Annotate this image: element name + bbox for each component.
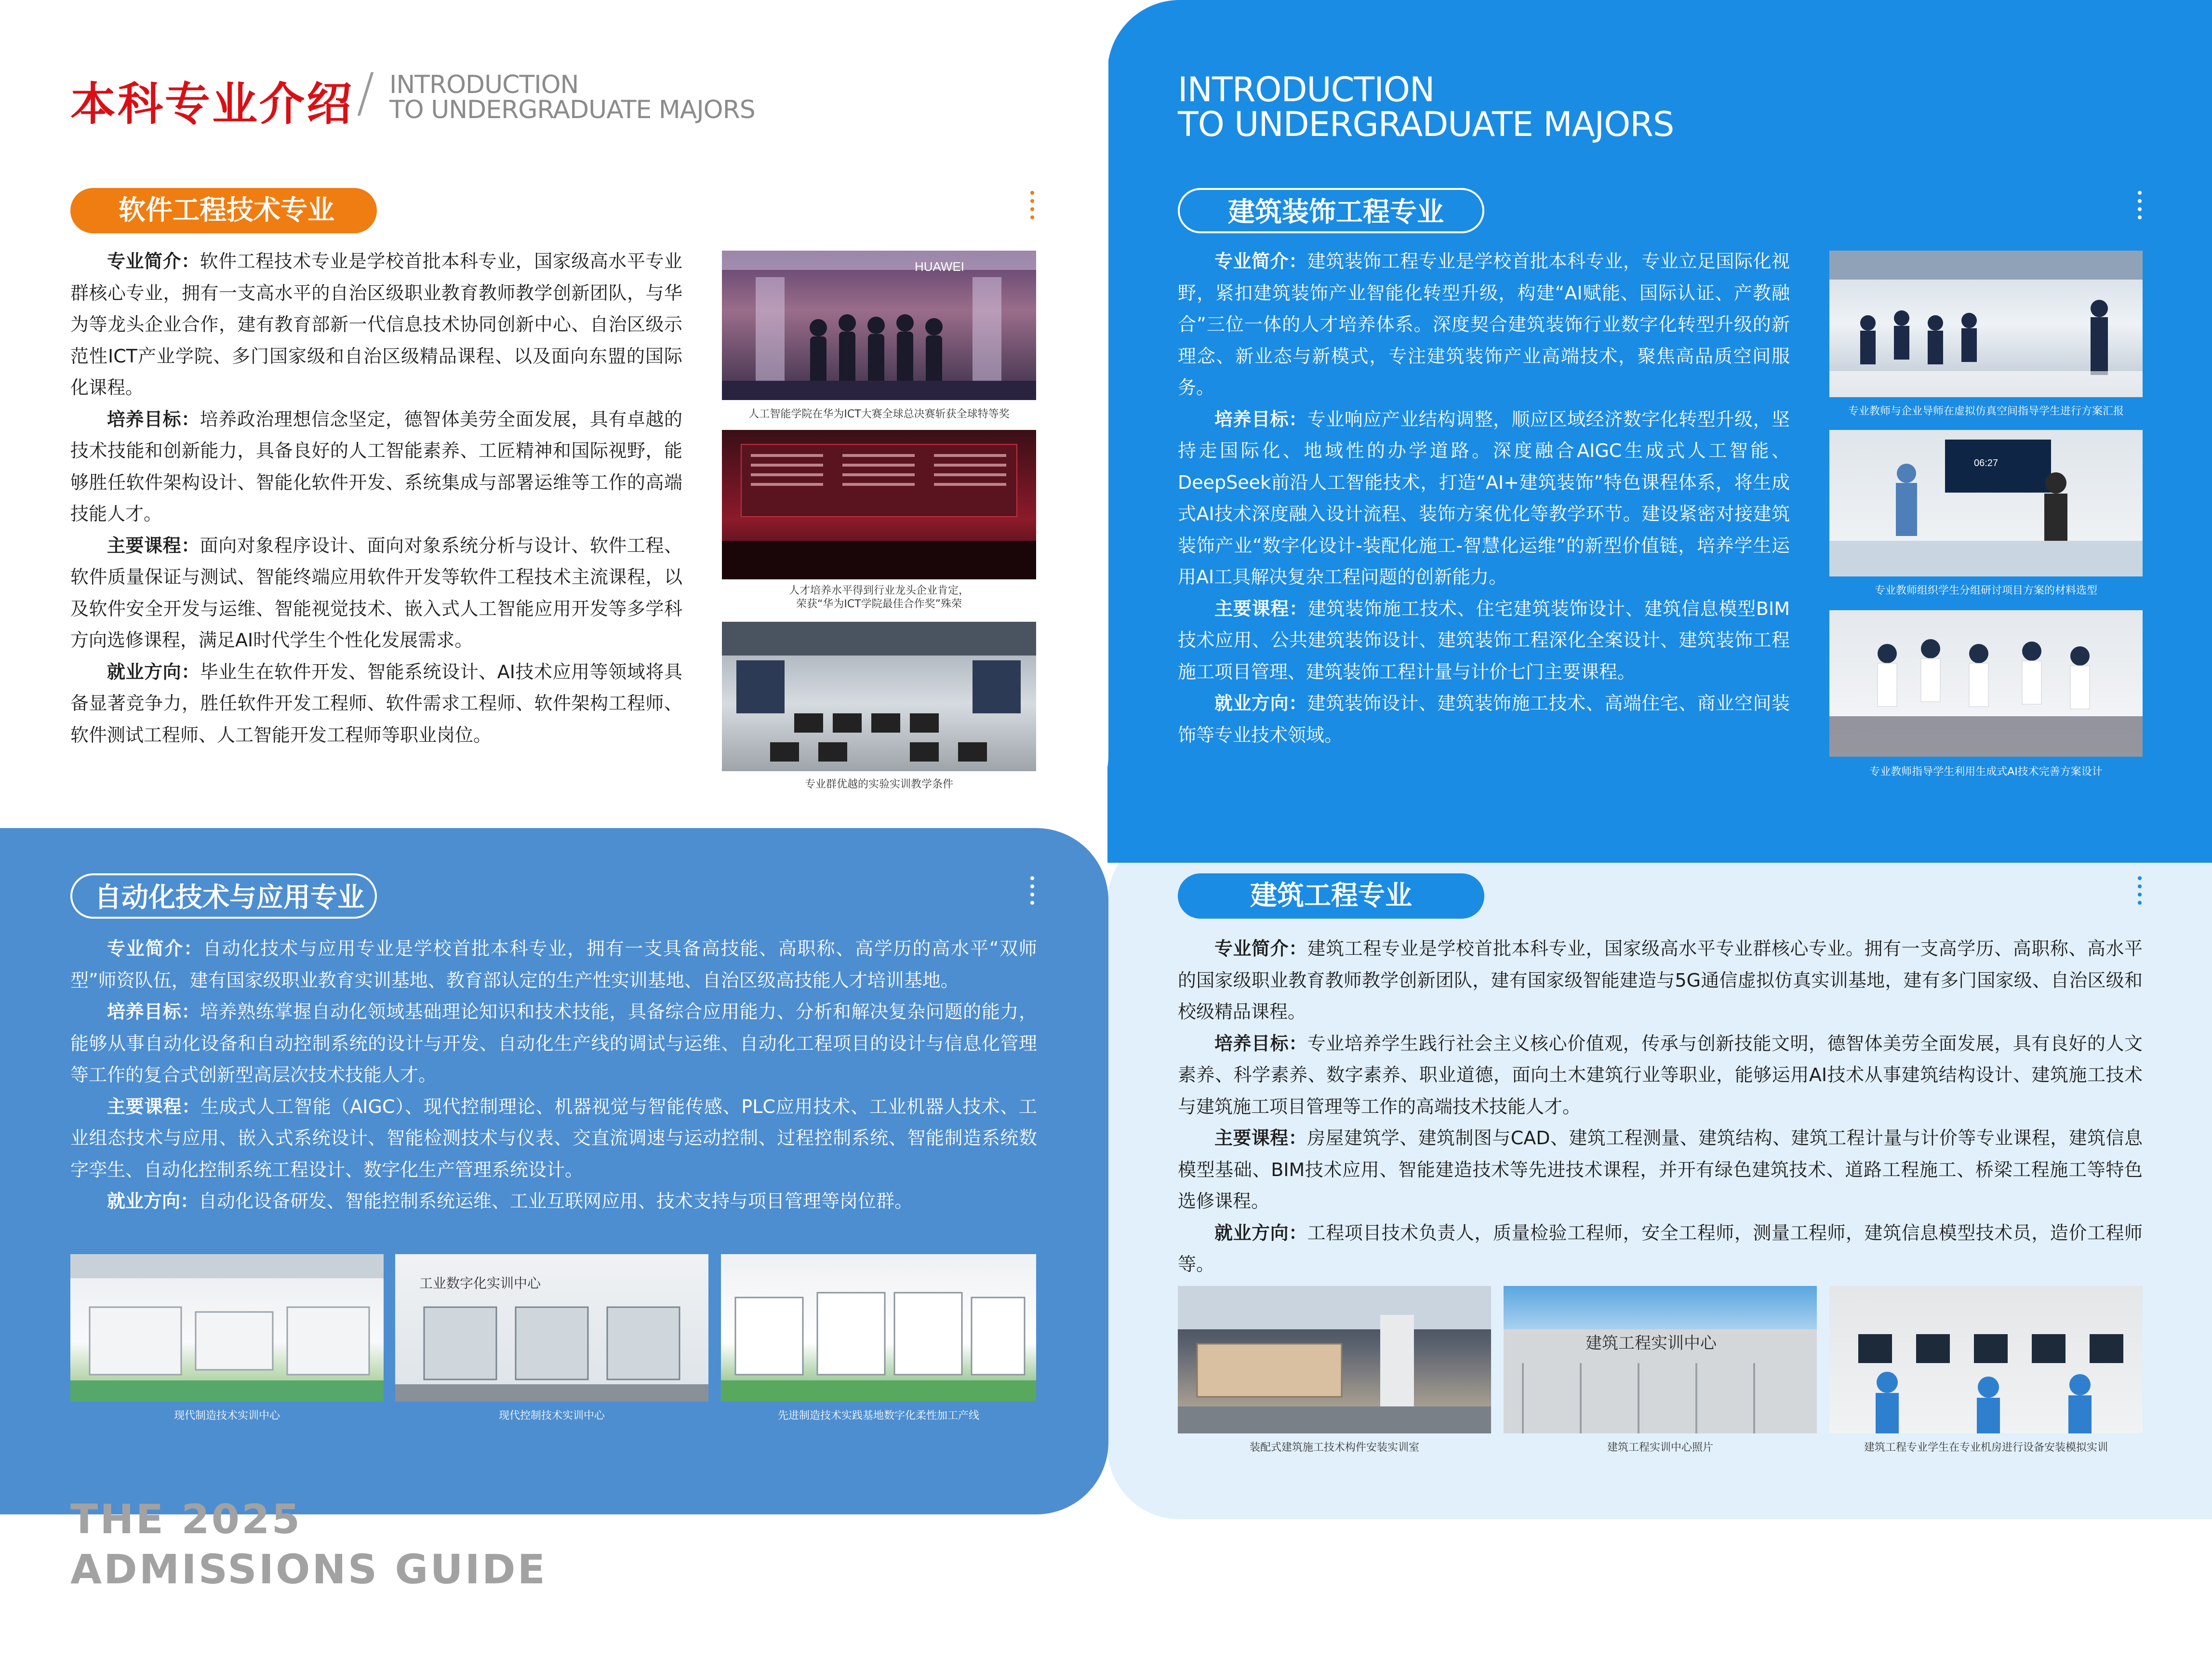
decoration-intro-text: 建筑装饰工程专业是学校首批本科专业，专业立足国际化视野，紧扣建筑装饰产业智能化转型升级，构建“AI赋能、国际认证、产教融合”三位一体的人才培养体系。深度契合建筑装饰行业数字化转型升级的新理念、新业态与新模式，专注建筑装饰产业高端技术，聚焦高品质空间服务。: [1178, 251, 1790, 398]
prefab-lab-image: [1178, 1286, 1491, 1433]
students-machine-room-image: [1829, 1286, 2143, 1433]
software-photo-lab: [722, 622, 1036, 771]
automation-careers-text: 自动化设备研发、智能控制系统运维、工业互联网应用、技术支持与项目管理等岗位群。: [199, 1191, 913, 1212]
construction-courses-text: 房屋建筑学、建筑制图与CAD、建筑工程测量、建筑结构、建筑工程计量与计价等专业课程，建筑信息模型基础、BIM技术应用、智能建造技术等先进技术课程，并开有绿色建筑技术、道路工程施工、桥梁工程施工等特色选修课程。: [1178, 1127, 2143, 1212]
software-intro: [70, 246, 682, 404]
construction-photo1-caption: 装配式建筑施工技术构件安装实训室: [1249, 1442, 1419, 1454]
subtitle-line-2: TO UNDERGRADUATE MAJORS: [389, 95, 755, 124]
construction-careers: [1178, 1217, 2143, 1281]
software-goal-text: 培养政治理想信念坚定，德智体美劳全面发展，具有卓越的技术技能和创新能力，具备良好的人工智能素养、工匠精神和国际视野，能够胜任软件架构设计、智能化软件开发、系统集成与部署运维等工作的高端技能人才。: [70, 408, 682, 524]
construction-photo-training-center: [1504, 1286, 1817, 1433]
software-courses: [70, 530, 682, 656]
huawei-logo-text: HUAWEI: [915, 259, 965, 274]
automation-careers-label: 就业方向：: [107, 1191, 199, 1212]
automation-goal-label: 培养目标：: [107, 1001, 200, 1022]
admissions-guide-footer: [70, 1494, 547, 1594]
machine-workshop-image: [70, 1254, 384, 1402]
right-heading-line-1: INTRODUCTION: [1178, 70, 1435, 109]
lab-sign-text: 工业数字化实训中心: [419, 1276, 541, 1291]
decoration-description: [1178, 246, 1790, 751]
automation-intro-label: 专业简介：: [107, 938, 203, 959]
software-courses-text: 面向对象程序设计、面向对象系统分析与设计、软件工程、软件质量保证与测试、智能终端应用软件开发等软件工程技术主流课程，以及软件安全开发与运维、智能视觉技术、嵌入式人工智能应用开发等多学科方向选修课程，满足AI时代学生个性化发展需求。: [70, 535, 682, 651]
award-ceremony-image: [722, 251, 1036, 400]
decor-dots-icon: [1030, 876, 1035, 915]
decoration-courses: [1178, 593, 1790, 688]
construction-courses: [1178, 1123, 2143, 1217]
automation-careers: [70, 1186, 1037, 1217]
software-intro-text: 软件工程技术专业是学校首批本科专业，国家级高水平专业群核心专业，拥有一支高水平的自治区级职业教育教师教学创新团队，与华为等龙头企业合作，建有教育部新一代信息技术协同创新中心、自治区级示范性ICT产业学院、多门国家级和自治区级精品课程、以及面向东盟的国际化课程。: [70, 251, 682, 398]
software-photo-partner-award: [722, 430, 1036, 579]
automation-photo2-caption: 现代控制技术实训中心: [498, 1410, 605, 1422]
construction-photo-computer-room: [1829, 1286, 2143, 1433]
construction-photo-prefab: [1178, 1286, 1491, 1433]
page-subtitle-en: [389, 72, 755, 122]
group-discussion-image: [1829, 430, 2143, 576]
software-major-badge: 软件工程技术专业: [70, 188, 377, 233]
caption-line-1: 人才培养水平得到行业龙头企业肯定，: [788, 585, 969, 597]
footer-line-2: ADMISSIONS GUIDE: [70, 1546, 547, 1593]
decoration-photo-presentation: [1829, 251, 2143, 397]
construction-careers-text: 工程项目技术负责人，质量检验工程师，安全工程师，测量工程师，建筑信息模型技术员，造价工程师等。: [1178, 1222, 2143, 1275]
software-goal: [70, 404, 682, 530]
decoration-photo3-caption: 专业教师指导学生利用生成式AI技术完善方案设计: [1869, 766, 2103, 778]
software-careers-text: 毕业生在软件开发、智能系统设计、AI技术应用等领域将具备显著竞争力，胜任软件开发工程师、软件需求工程师、软件架构工程师、软件测试工程师、人工智能开发工程师等职业岗位。: [70, 661, 682, 746]
decoration-goal-label: 培养目标：: [1214, 408, 1307, 430]
software-photo-award: [722, 251, 1036, 400]
production-line-image: [721, 1254, 1036, 1402]
automation-photo3-caption: 先进制造技术实践基地数字化柔性加工产线: [777, 1410, 979, 1422]
construction-careers-label: 就业方向：: [1214, 1222, 1307, 1244]
decoration-goal-text: 专业响应产业结构调整，顺应区域经济数字化转型升级，坚持走国际化、地域性的办学道路。深度融合AIGC生成式人工智能、DeepSeek前沿人工智能技术，打造“AI+建筑装饰”特色课程体系，将生成式AI技术深度融入设计流程、装饰方案优化等教学环节。建设紧密对接建筑装饰产业“数字化设计-装配化施工-智慧化运维”的新型价值链，培养学生运用AI工具解决复杂工程问题的创新能力。: [1178, 408, 1790, 588]
automation-courses: [70, 1091, 1037, 1186]
decor-dots-icon: [2138, 191, 2143, 229]
automation-photo-flexible-line: [721, 1254, 1036, 1402]
decoration-courses-label: 主要课程：: [1214, 598, 1308, 619]
software-description: [70, 246, 682, 751]
footer-line-1: THE 2025: [70, 1496, 302, 1543]
students-computer-image: [1829, 610, 2143, 757]
software-careers-label: 就业方向：: [107, 661, 200, 682]
decor-dots-icon: [1030, 191, 1035, 229]
construction-photo2-caption: 建筑工程实训中心照片: [1607, 1442, 1713, 1454]
classroom-image: [1829, 251, 2143, 397]
page-title: 本科专业介绍: [70, 78, 354, 131]
automation-courses-text: 生成式人工智能（AIGC）、现代控制理论、机器视觉与智能传感、PLC应用技术、工业机器人技术、工业组态技术与应用、嵌入式系统设计、智能检测技术与仪表、交直流调速与运动控制、过程控制系统、智能制造系统数字孪生、自动化控制系统工程设计、数字化生产管理系统设计。: [70, 1096, 1037, 1180]
decoration-careers: [1178, 688, 1790, 751]
automation-photo-manufacturing: [70, 1254, 384, 1402]
decor-dots-icon: [2138, 876, 2143, 915]
construction-goal: [1178, 1028, 2143, 1123]
automation-intro: [70, 933, 1037, 996]
construction-intro-text: 建筑工程专业是学校首批本科专业，国家级高水平专业群核心专业。拥有一支高学历、高职称、高水平的国家级职业教育教师教学创新团队，建有国家级智能建造与5G通信虚拟仿真实训基地，建有多门国家级、自治区级和校级精品课程。: [1178, 938, 2143, 1022]
construction-intro-label: 专业简介：: [1214, 938, 1307, 959]
software-photo2-caption: [722, 584, 1036, 611]
computer-lab-image: [722, 622, 1036, 771]
decoration-photo-ai-design: [1829, 610, 2143, 757]
decoration-intro-label: 专业简介：: [1214, 251, 1307, 272]
decoration-photo-group-discussion: [1829, 430, 2143, 576]
construction-photo3-caption: 建筑工程专业学生在专业机房进行设备安装模拟实训: [1864, 1442, 2108, 1454]
screen-clock-text: 06:27: [1974, 458, 1999, 468]
subtitle-line-1: INTRODUCTION: [389, 70, 579, 99]
decoration-intro: [1178, 246, 1790, 404]
stage-event-image: [722, 430, 1036, 579]
construction-description: [1178, 933, 2143, 1281]
decoration-photo1-caption: 专业教师与企业导师在虚拟仿真空间指导学生进行方案汇报: [1848, 405, 2124, 417]
title-divider: /: [357, 62, 375, 123]
automation-goal: [70, 996, 1037, 1091]
automation-description: [70, 933, 1037, 1217]
right-heading-en: [1178, 72, 1674, 142]
decoration-careers-text: 建筑装饰设计、建筑装饰施工技术、高端住宅、商业空间装饰等专业技术领域。: [1178, 693, 1790, 746]
software-photo3-caption: 专业群优越的实验实训教学条件: [804, 778, 953, 790]
control-lab-image: [395, 1254, 708, 1402]
automation-courses-label: 主要课程：: [107, 1096, 200, 1117]
software-intro-label: 专业简介：: [107, 251, 200, 272]
construction-intro: [1178, 933, 2143, 1028]
automation-photo-control: [395, 1254, 708, 1402]
software-courses-label: 主要课程：: [107, 535, 200, 556]
automation-intro-text: 自动化技术与应用专业是学校首批本科专业，拥有一支具备高技能、高职称、高学历的高水平“双师型”师资队伍，建有国家级职业教育实训基地、教育部认定的生产性实训基地、自治区级高技能人才培训基地。: [70, 938, 1037, 991]
decoration-courses-text: 建筑装饰施工技术、住宅建筑装饰设计、建筑信息模型BIM技术应用、公共建筑装饰设计、建筑装饰工程深化全案设计、建筑装饰工程施工项目管理、建筑装饰工程计量与计价七门主要课程。: [1178, 598, 1790, 682]
automation-photo1-caption: 现代制造技术实训中心: [173, 1410, 280, 1422]
automation-goal-text: 培养熟练掌握自动化领域基础理论知识和技术技能，具备综合应用能力、分析和解决复杂问题的能力，能够从事自动化设备和自动控制系统的设计与开发、自动化生产线的调试与运维、自动化工程项目的设计与信息化管理等工作的复合式创新型高层次技术技能人才。: [70, 1001, 1037, 1085]
decoration-goal: [1178, 404, 1790, 593]
right-heading-line-2: TO UNDERGRADUATE MAJORS: [1178, 105, 1674, 144]
decoration-major-badge: 建筑装饰工程专业: [1178, 188, 1484, 233]
automation-major-badge: 自动化技术与应用专业: [70, 873, 377, 919]
construction-goal-text: 专业培养学生践行社会主义核心价值观，传承与创新技能文明，德智体美劳全面发展，具有良好的人文素养、科学素养、数字素养、职业道德，面向土木建筑行业等职业，能够运用AI技术从事建筑结构设计、建筑施工技术与建筑施工项目管理等工作的高端技术技能人才。: [1178, 1032, 2143, 1117]
construction-goal-label: 培养目标：: [1214, 1032, 1307, 1054]
software-goal-label: 培养目标：: [107, 408, 200, 430]
construction-courses-label: 主要课程：: [1214, 1127, 1307, 1149]
software-careers: [70, 656, 682, 751]
decoration-photo2-caption: 专业教师组织学生分组研讨项目方案的材料选型: [1874, 585, 2097, 597]
construction-major-badge: 建筑工程专业: [1178, 873, 1484, 919]
decoration-careers-label: 就业方向：: [1214, 693, 1307, 714]
software-photo1-caption: 人工智能学院在华为ICT大赛全球总决赛斩获全球特等奖: [748, 408, 1010, 420]
building-facade-image: [1504, 1286, 1817, 1433]
building-sign-text: 建筑工程实训中心: [1586, 1334, 1717, 1352]
caption-line-2: 荣获“华为ICT学院最佳合作奖”殊荣: [796, 598, 962, 610]
